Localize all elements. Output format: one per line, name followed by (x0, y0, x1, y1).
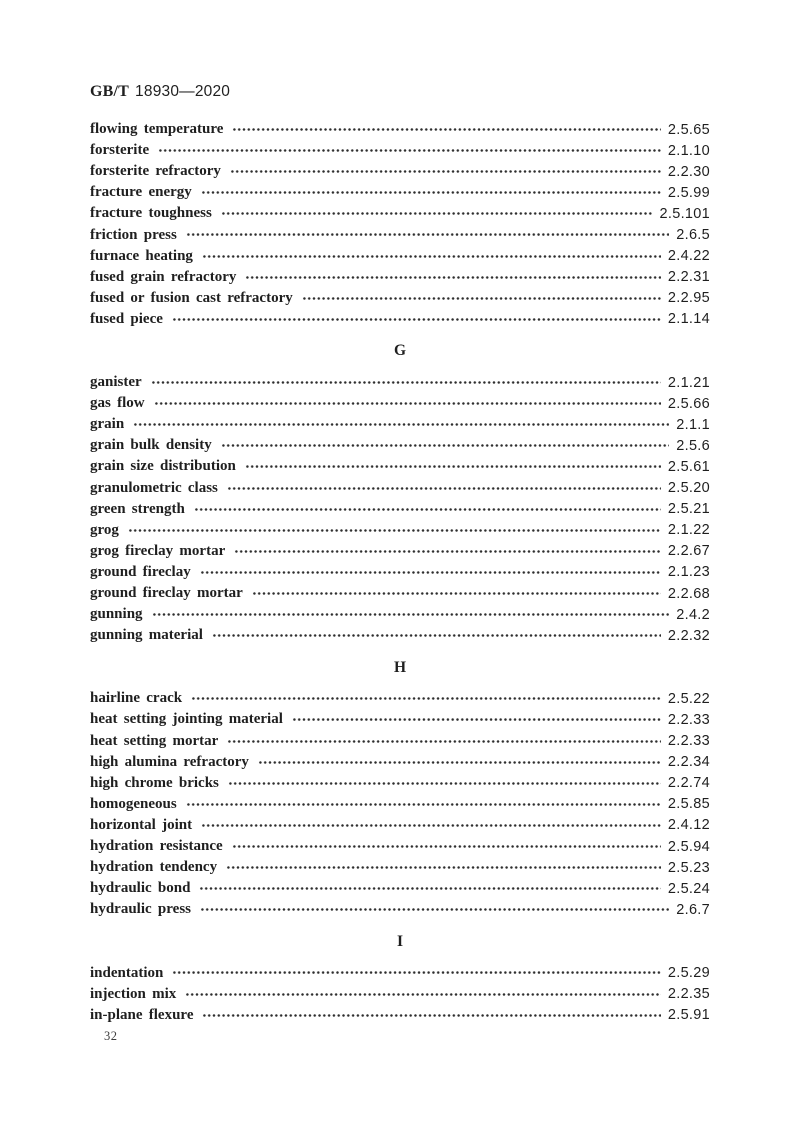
term-text: fused or fusion cast refractory (90, 289, 293, 306)
term-text: grain (90, 416, 125, 433)
term-text: flowing temperature (90, 121, 224, 138)
section-heading-text: G (393, 342, 407, 360)
index-list (90, 119, 710, 1026)
term-text: fracture toughness (90, 205, 212, 222)
dot-leader (245, 267, 661, 288)
term-text: injection mix (90, 985, 177, 1002)
section-ref: 2.2.30 (667, 163, 710, 180)
dot-leader (133, 414, 669, 435)
dot-leader (234, 541, 661, 562)
section-ref: 2.4.22 (667, 248, 710, 265)
section-ref: 2.1.22 (667, 522, 710, 539)
term-text: ground fireclay mortar (90, 585, 243, 602)
term-text: horizontal joint (90, 816, 193, 833)
section-ref: 2.2.74 (667, 775, 710, 792)
index-entry (90, 794, 710, 815)
term-text: friction press (90, 226, 177, 243)
term-text: fracture energy (90, 184, 192, 201)
term-text: hydraulic press (90, 901, 191, 918)
term-text: green strength (90, 500, 185, 517)
dot-leader (200, 899, 669, 920)
term-text: grain size distribution (90, 458, 236, 475)
index-entry (90, 604, 710, 625)
term-text: grog (90, 521, 119, 538)
index-entry (90, 161, 710, 182)
section-ref: 2.2.35 (667, 986, 710, 1003)
term-text: ground fireclay (90, 563, 191, 580)
index-entry (90, 246, 710, 267)
section-ref: 2.5.99 (667, 184, 710, 201)
index-entry (90, 962, 710, 983)
index-entry (90, 182, 710, 203)
dot-leader (199, 878, 660, 899)
index-entry (90, 224, 710, 245)
section-ref: 2.1.14 (667, 311, 710, 328)
term-text: forsterite refractory (90, 163, 221, 180)
section-ref: 2.4.12 (667, 817, 710, 834)
section-ref: 2.4.2 (676, 606, 710, 623)
dot-leader (194, 499, 661, 520)
term-text: grain bulk density (90, 437, 212, 454)
dot-leader (202, 246, 661, 267)
dot-leader (201, 182, 661, 203)
section-ref: 2.6.7 (676, 901, 710, 918)
index-entry (90, 393, 710, 414)
section-ref: 2.5.91 (667, 1007, 710, 1024)
dot-leader (302, 288, 661, 309)
dot-leader (158, 140, 661, 161)
section-heading (90, 657, 710, 678)
section-ref: 2.5.85 (667, 796, 710, 813)
term-text: fused piece (90, 310, 163, 327)
dot-leader (252, 583, 661, 604)
section-ref: 2.2.34 (667, 754, 710, 771)
dot-leader (232, 119, 660, 140)
section-ref: 2.2.68 (667, 585, 710, 602)
section-ref: 2.2.33 (667, 711, 710, 728)
dot-leader (221, 435, 670, 456)
index-entry (90, 731, 710, 752)
term-text: granulometric class (90, 479, 218, 496)
section-ref: 2.2.95 (667, 290, 710, 307)
term-text: in-plane flexure (90, 1006, 194, 1023)
dot-leader (152, 604, 670, 625)
index-entry (90, 815, 710, 836)
section-ref: 2.2.32 (667, 627, 710, 644)
index-entry (90, 478, 710, 499)
index-entry (90, 773, 710, 794)
document-header (90, 83, 230, 101)
section-ref: 2.5.20 (667, 480, 710, 497)
section-ref: 2.5.21 (667, 501, 710, 518)
index-entry (90, 1005, 710, 1026)
section-heading (90, 931, 710, 952)
index-entry (90, 625, 710, 646)
section-ref: 2.5.61 (667, 458, 710, 475)
term-text: ganister (90, 374, 142, 391)
term-text: high alumina refractory (90, 753, 249, 770)
term-text: gunning material (90, 627, 203, 644)
section-ref: 2.5.23 (667, 859, 710, 876)
section-ref: 2.1.10 (667, 142, 710, 159)
dot-leader (186, 224, 669, 245)
index-entry (90, 857, 710, 878)
index-entry (90, 456, 710, 477)
term-text: hairline crack (90, 690, 183, 707)
index-entry (90, 499, 710, 520)
page-number: 32 (104, 1029, 118, 1043)
dot-leader (186, 794, 661, 815)
index-entry (90, 288, 710, 309)
section-heading-text: H (393, 658, 407, 676)
section-ref: 2.2.31 (667, 269, 710, 286)
dot-leader (212, 625, 661, 646)
dot-leader (191, 688, 661, 709)
index-entry (90, 984, 710, 1005)
dot-leader (228, 773, 661, 794)
section-ref: 2.5.24 (667, 880, 710, 897)
dot-leader (227, 478, 661, 499)
section-ref: 2.1.23 (667, 564, 710, 581)
dot-leader (154, 393, 661, 414)
dot-leader (221, 203, 653, 224)
dot-leader (232, 836, 661, 857)
index-entry (90, 414, 710, 435)
dot-leader (245, 456, 661, 477)
dot-leader (151, 372, 661, 393)
index-entry (90, 541, 710, 562)
section-ref: 2.5.6 (676, 437, 710, 454)
index-entry (90, 435, 710, 456)
section-ref: 2.2.33 (667, 733, 710, 750)
standard-number: 18930—2020 (135, 83, 231, 100)
index-entry (90, 520, 710, 541)
dot-leader (226, 857, 661, 878)
term-text: grog fireclay mortar (90, 542, 226, 559)
section-ref: 2.2.67 (667, 543, 710, 560)
index-entry (90, 836, 710, 857)
index-entry (90, 119, 710, 140)
term-text: heat setting jointing material (90, 711, 283, 728)
dot-leader (258, 752, 661, 773)
dot-leader (227, 731, 661, 752)
term-text: hydration tendency (90, 859, 218, 876)
index-entry (90, 899, 710, 920)
index-entry (90, 562, 710, 583)
index-entry (90, 372, 710, 393)
section-ref: 2.5.22 (667, 690, 710, 707)
term-text: gas flow (90, 395, 145, 412)
term-text: heat setting mortar (90, 732, 219, 749)
index-entry (90, 878, 710, 899)
index-entry (90, 267, 710, 288)
dot-leader (172, 962, 661, 983)
term-text: hydration resistance (90, 838, 223, 855)
index-entry (90, 203, 710, 224)
index-entry (90, 752, 710, 773)
index-entry (90, 709, 710, 730)
dot-leader (185, 984, 661, 1005)
term-text: fused grain refractory (90, 268, 237, 285)
term-text: high chrome bricks (90, 774, 219, 791)
index-entry (90, 688, 710, 709)
dot-leader (292, 709, 661, 730)
index-entry (90, 140, 710, 161)
dot-leader (200, 562, 661, 583)
section-ref: 2.5.65 (667, 121, 710, 138)
term-text: furnace heating (90, 247, 193, 264)
term-text: hydraulic bond (90, 880, 191, 897)
section-ref: 2.5.101 (659, 205, 710, 222)
section-ref: 2.1.1 (676, 416, 710, 433)
standard-code: GB/T (90, 83, 130, 100)
section-ref: 2.6.5 (676, 227, 710, 244)
dot-leader (202, 1005, 660, 1026)
section-ref: 2.5.29 (667, 965, 710, 982)
dot-leader (128, 520, 661, 541)
index-entry (90, 583, 710, 604)
dot-leader (201, 815, 661, 836)
dot-leader (230, 161, 661, 182)
section-heading-text: I (396, 932, 404, 950)
index-entry (90, 309, 710, 330)
term-text: indentation (90, 964, 164, 981)
term-text: homogeneous (90, 795, 177, 812)
section-ref: 2.5.66 (667, 395, 710, 412)
section-heading (90, 340, 710, 361)
term-text: gunning (90, 606, 143, 623)
section-ref: 2.1.21 (667, 374, 710, 391)
section-ref: 2.5.94 (667, 838, 710, 855)
dot-leader (172, 309, 661, 330)
term-text: forsterite (90, 142, 150, 159)
